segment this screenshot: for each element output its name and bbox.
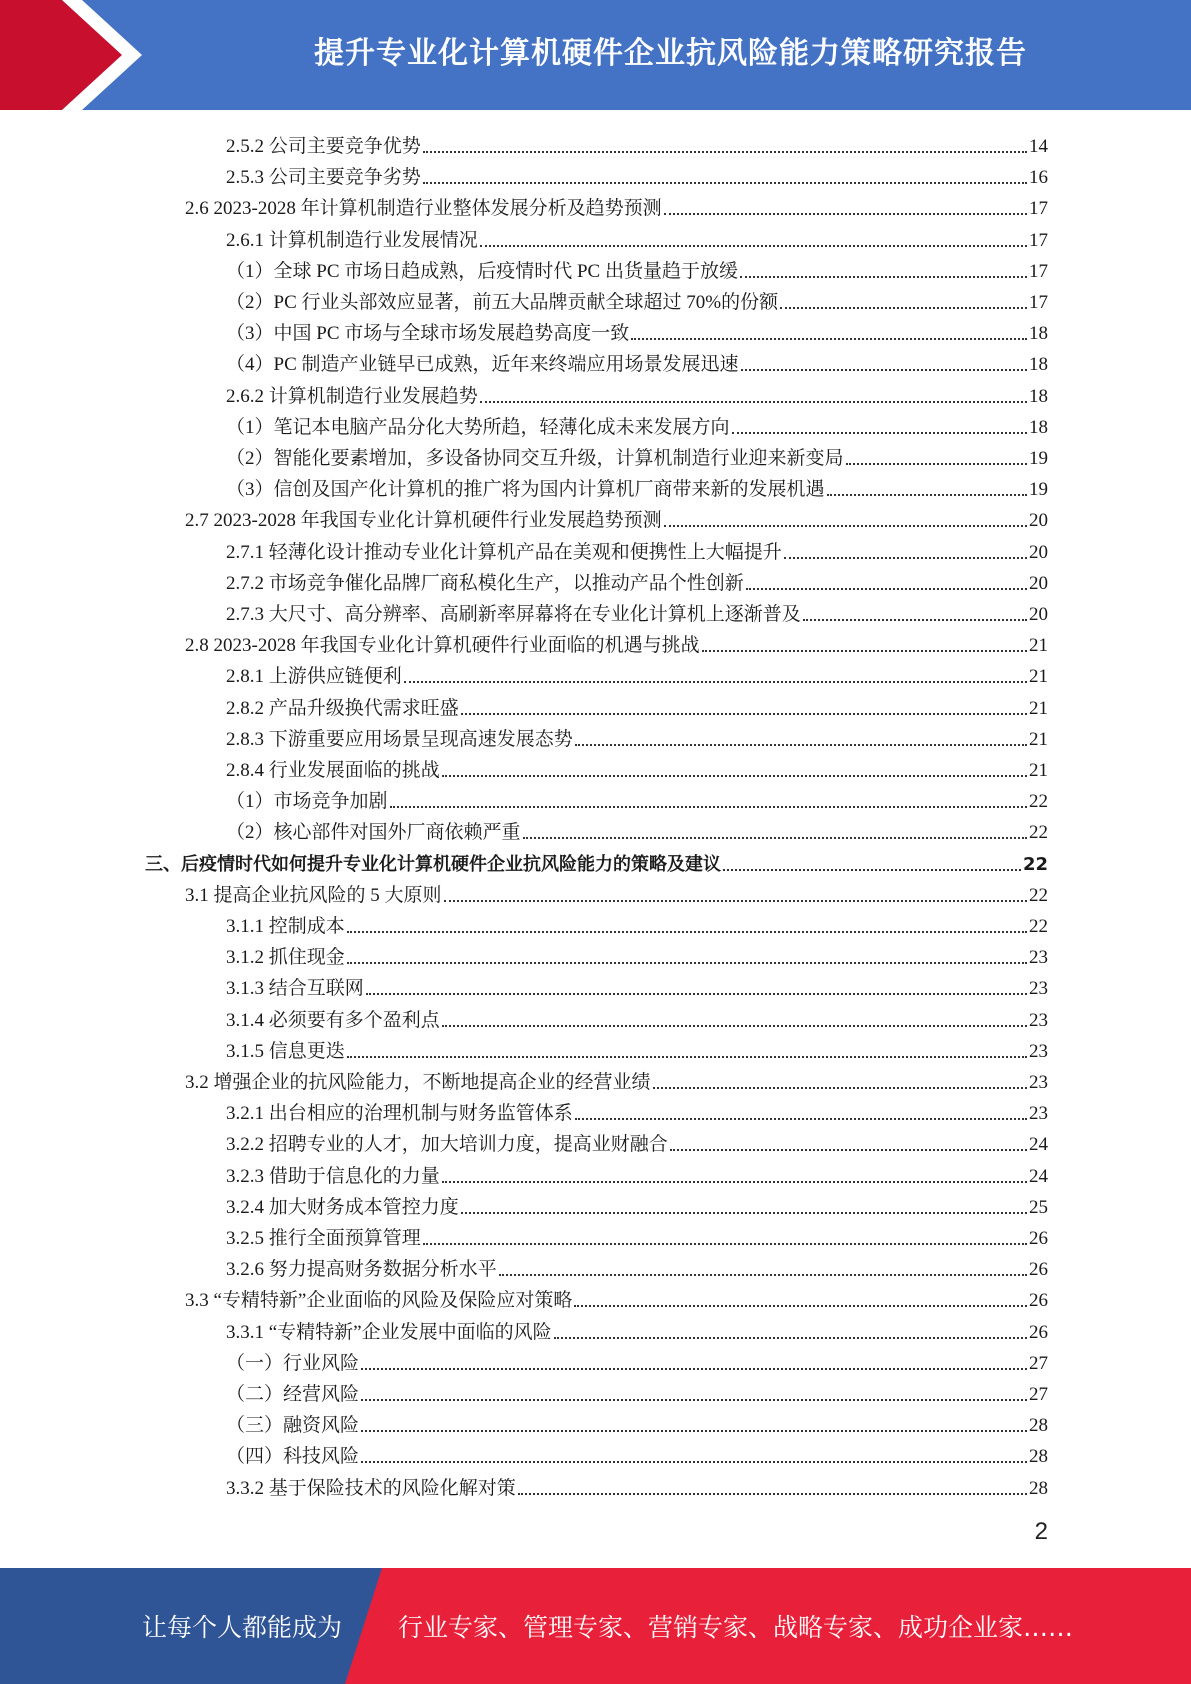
toc-entry-page: 23 (1029, 947, 1048, 969)
toc-entry[interactable] (226, 1158, 1048, 1189)
toc-dot-leader (631, 337, 1027, 340)
toc-entry-title: （1）市场竞争加剧 (226, 791, 388, 813)
toc-entry[interactable] (226, 1314, 1048, 1345)
toc-entry[interactable] (145, 846, 1048, 877)
toc-entry[interactable] (226, 1376, 1048, 1407)
toc-dot-leader (746, 587, 1027, 590)
toc-dot-leader (653, 1086, 1027, 1089)
toc-entry-page: 28 (1029, 1477, 1048, 1499)
toc-entry[interactable] (226, 970, 1048, 1001)
toc-entry-page: 23 (1029, 1040, 1048, 1062)
toc-entry-page: 27 (1029, 1384, 1048, 1405)
toc-entry[interactable] (185, 502, 1048, 533)
toc-entry-title: 2.7.3 大尺寸、高分辨率、高刷新率屏幕将在专业化计算机上逐渐普及 (226, 604, 801, 625)
toc-dot-leader (670, 1148, 1027, 1151)
toc-entry[interactable] (226, 128, 1048, 159)
toc-entry-title: 2.7 2023-2028 年我国专业化计算机硬件行业发展趋势预测 (185, 510, 662, 532)
red-chevron-icon (0, 0, 160, 110)
page-header (0, 0, 1191, 110)
toc-dot-leader (347, 961, 1027, 964)
toc-entry-title: 2.7.1 轻薄化设计推动专业化计算机产品在美观和便携性上大幅提升 (226, 541, 782, 563)
toc-entry-page: 18 (1029, 416, 1048, 438)
toc-entry[interactable] (226, 471, 1048, 502)
toc-entry[interactable] (226, 253, 1048, 284)
toc-entry-page: 18 (1029, 385, 1048, 407)
toc-entry[interactable] (226, 1126, 1048, 1157)
toc-entry[interactable] (185, 190, 1048, 221)
page-footer (0, 1568, 1191, 1684)
toc-entry[interactable] (226, 222, 1048, 253)
toc-dot-leader (423, 150, 1027, 153)
toc-entry-title: 3.1 提高企业抗风险的 5 大原则 (185, 884, 442, 906)
toc-dot-leader (741, 368, 1028, 371)
toc-entry[interactable] (226, 1220, 1048, 1251)
toc-entry-page: 22 (1029, 916, 1048, 937)
toc-entry-page: 22 (1029, 822, 1048, 844)
toc-entry[interactable] (226, 565, 1048, 596)
toc-dot-leader (390, 805, 1027, 808)
toc-entry-page: 18 (1029, 354, 1048, 376)
toc-entry-title: 3.3.2 基于保险技术的风险化解对策 (226, 1477, 516, 1499)
toc-dot-leader (442, 1180, 1027, 1183)
toc-entry-page: 21 (1029, 697, 1048, 719)
toc-entry-page: 22 (1022, 853, 1048, 875)
toc-entry-page: 23 (1029, 978, 1048, 1000)
toc-dot-leader (423, 181, 1027, 184)
toc-entry-title: 3.1.5 信息更迭 (226, 1040, 345, 1062)
toc-entry-title: 2.8.1 上游供应链便利 (226, 666, 402, 688)
toc-entry-title: （3）中国 PC 市场与全球市场发展趋势高度一致 (226, 323, 630, 345)
toc-dot-leader (846, 462, 1027, 465)
toc-entry[interactable] (226, 783, 1048, 814)
toc-entry[interactable] (226, 346, 1048, 377)
toc-entry[interactable] (226, 315, 1048, 346)
toc-entry-page: 25 (1029, 1196, 1048, 1218)
toc-entry-page: 23 (1029, 1072, 1048, 1093)
toc-entry[interactable] (226, 1251, 1048, 1282)
toc-entry-title: 3.1.4 必须要有多个盈利点 (226, 1009, 440, 1031)
toc-entry-title: （一）行业风险 (226, 1352, 360, 1374)
toc-entry-page: 26 (1029, 1290, 1048, 1312)
toc-entry[interactable] (226, 658, 1048, 689)
toc-dot-leader (366, 992, 1027, 995)
toc-entry[interactable] (185, 1064, 1048, 1095)
toc-entry[interactable] (226, 752, 1048, 783)
toc-dot-leader (575, 1117, 1027, 1120)
toc-entry-title: （4）PC 制造产业链早已成熟，近年来终端应用场景发展迅速 (226, 354, 739, 376)
toc-entry-page: 16 (1029, 167, 1048, 189)
toc-entry-title: 3.1.3 结合互联网 (226, 978, 364, 1000)
toc-dot-leader (574, 1304, 1027, 1307)
toc-entry-title: （3）信创及国产化计算机的推广将为国内计算机厂商带来新的发展机遇 (226, 479, 825, 501)
toc-entry[interactable] (226, 1345, 1048, 1376)
toc-dot-leader (523, 836, 1027, 839)
toc-dot-leader (361, 1367, 1027, 1370)
toc-entry-page: 24 (1029, 1134, 1048, 1156)
toc-dot-leader (702, 649, 1027, 652)
toc-dot-leader (361, 1398, 1027, 1401)
toc-entry[interactable] (226, 1438, 1048, 1469)
toc-entry[interactable] (226, 1002, 1048, 1033)
toc-entry[interactable] (185, 877, 1048, 908)
toc-entry[interactable] (226, 721, 1048, 752)
toc-dot-leader (780, 306, 1027, 309)
toc-entry-title: 3.1.1 控制成本 (226, 916, 345, 937)
toc-dot-leader (442, 774, 1027, 777)
toc-entry-title: （二）经营风险 (226, 1384, 360, 1405)
toc-dot-leader (499, 1273, 1027, 1276)
toc-entry-page: 28 (1029, 1446, 1048, 1468)
toc-entry[interactable] (185, 1282, 1048, 1313)
toc-entry-title: 2.6.2 计算机制造行业发展趋势 (226, 385, 478, 407)
toc-entry[interactable] (226, 1095, 1048, 1126)
toc-entry-title: 3.2.2 招聘专业的人才，加大培训力度，提高业财融合 (226, 1134, 668, 1156)
toc-entry[interactable] (226, 1407, 1048, 1438)
toc-dot-leader (480, 400, 1027, 403)
toc-dot-leader (361, 1460, 1027, 1463)
toc-entry[interactable] (226, 908, 1048, 939)
toc-entry-page: 14 (1029, 136, 1048, 157)
toc-entry[interactable] (226, 939, 1048, 970)
toc-entry-title: 3.3 “专精特新”企业面临的风险及保险应对策略 (185, 1290, 573, 1312)
toc-dot-leader (827, 493, 1027, 496)
toc-entry-title: 2.8.2 产品升级换代需求旺盛 (226, 697, 459, 719)
toc-entry-title: 3.3.1 “专精特新”企业发展中面临的风险 (226, 1321, 552, 1343)
toc-entry-title: 3.2 增强企业的抗风险能力，不断地提高企业的经营业绩 (185, 1072, 651, 1093)
toc-dot-leader (554, 1336, 1027, 1339)
toc-entry-title: 2.8.3 下游重要应用场景呈现高速发展态势 (226, 728, 573, 750)
toc-entry[interactable] (226, 596, 1048, 627)
toc-entry-page: 20 (1029, 572, 1048, 594)
toc-entry-title: （2）核心部件对国外厂商依赖严重 (226, 822, 521, 844)
toc-dot-leader (480, 244, 1027, 247)
toc-entry[interactable] (226, 690, 1048, 721)
toc-entry-page: 20 (1029, 541, 1048, 563)
toc-entry-page: 17 (1029, 260, 1048, 282)
toc-entry-title: 3.2.5 推行全面预算管理 (226, 1228, 421, 1249)
toc-dot-leader (347, 1055, 1027, 1058)
toc-dot-leader (404, 680, 1027, 683)
toc-entry-page: 21 (1029, 666, 1048, 688)
toc-entry-title: （1）笔记本电脑产品分化大势所趋，轻薄化成未来发展方向 (226, 416, 730, 438)
toc-entry-title: 2.5.3 公司主要竞争劣势 (226, 167, 421, 189)
toc-entry-page: 18 (1029, 323, 1048, 345)
toc-entry[interactable] (226, 1470, 1048, 1501)
toc-entry-page: 26 (1029, 1259, 1048, 1281)
footer-slogan-left: 让每个人都能成为 (142, 1613, 343, 1642)
toc-dot-leader (444, 899, 1027, 902)
toc-entry[interactable] (226, 814, 1048, 845)
toc-entry-title: （四）科技风险 (226, 1446, 360, 1468)
toc-entry-title: 2.8.4 行业发展面临的挑战 (226, 760, 440, 781)
toc-entry-page: 28 (1029, 1415, 1048, 1437)
toc-dot-leader (723, 868, 1021, 871)
toc-entry[interactable] (226, 409, 1048, 440)
toc-entry-page: 17 (1029, 229, 1048, 251)
report-title: 提升专业化计算机硬件企业抗风险能力策略研究报告 (314, 36, 1027, 71)
toc-entry[interactable] (226, 440, 1048, 471)
toc-dot-leader (664, 212, 1027, 215)
toc-entry-page: 20 (1029, 510, 1048, 532)
toc-entry-page: 20 (1029, 604, 1048, 625)
toc-entry[interactable] (185, 627, 1048, 658)
toc-dot-leader (347, 930, 1027, 933)
toc-dot-leader (361, 1429, 1027, 1432)
toc-entry[interactable] (226, 378, 1048, 409)
toc-entry[interactable] (226, 284, 1048, 315)
toc-entry-title: 三、后疫情时代如何提升专业化计算机硬件企业抗风险能力的策略及建议 (145, 853, 721, 875)
toc-entry[interactable] (226, 534, 1048, 565)
toc-entry-title: 3.2.3 借助于信息化的力量 (226, 1165, 440, 1187)
toc-entry-page: 24 (1029, 1165, 1048, 1187)
toc-entry-page: 22 (1029, 884, 1048, 906)
toc-dot-leader (732, 431, 1027, 434)
toc-entry-page: 21 (1029, 635, 1048, 657)
toc-entry-title: 3.2.6 努力提高财务数据分析水平 (226, 1259, 497, 1281)
toc-entry-title: （2）PC 行业头部效应显著，前五大品牌贡献全球超过 70%的份额 (226, 292, 779, 313)
footer-slogan-right: 行业专家、管理专家、营销专家、战略专家、成功企业家…… (398, 1613, 1074, 1642)
toc-entry-page: 22 (1029, 791, 1048, 813)
toc-entry-title: （三）融资风险 (226, 1415, 360, 1437)
toc-entry-title: 2.6 2023-2028 年计算机制造行业整体发展分析及趋势预测 (185, 198, 662, 220)
toc-entry-page: 23 (1029, 1009, 1048, 1031)
toc-dot-leader (423, 1242, 1027, 1245)
toc-entry-title: 2.8 2023-2028 年我国专业化计算机硬件行业面临的机遇与挑战 (185, 635, 700, 657)
toc-entry-title: 2.5.2 公司主要竞争优势 (226, 136, 421, 157)
toc-entry-page: 17 (1029, 198, 1048, 220)
toc-entry-title: 3.1.2 抓住现金 (226, 947, 345, 969)
toc-entry[interactable] (226, 1189, 1048, 1220)
toc-entry-title: （1）全球 PC 市场日趋成熟，后疫情时代 PC 出货量趋于放缓 (226, 260, 738, 282)
toc-entry-page: 19 (1029, 448, 1048, 469)
toc-entry-page: 26 (1029, 1228, 1048, 1249)
toc-entry[interactable] (226, 159, 1048, 190)
page-number: 2 (1034, 1518, 1048, 1545)
toc-dot-leader (664, 524, 1027, 527)
toc-entry-page: 26 (1029, 1321, 1048, 1343)
toc-dot-leader (803, 618, 1027, 621)
toc-dot-leader (442, 1024, 1027, 1027)
toc-entry-page: 23 (1029, 1103, 1048, 1125)
toc-entry-page: 27 (1029, 1352, 1048, 1374)
toc-entry-page: 21 (1029, 728, 1048, 750)
toc-entry-title: （2）智能化要素增加，多设备协同交互升级，计算机制造行业迎来新变局 (226, 448, 844, 469)
toc-entry-title: 2.7.2 市场竞争催化品牌厂商私模化生产，以推动产品个性创新 (226, 572, 744, 594)
toc-dot-leader (461, 1211, 1027, 1214)
toc-entry-title: 2.6.1 计算机制造行业发展情况 (226, 229, 478, 251)
toc-dot-leader (461, 712, 1027, 715)
toc-entry-page: 21 (1029, 760, 1048, 781)
toc-entry-page: 19 (1029, 479, 1048, 501)
toc-dot-leader (784, 556, 1027, 559)
toc-dot-leader (740, 275, 1027, 278)
toc-entry-title: 3.2.1 出台相应的治理机制与财务监管体系 (226, 1103, 573, 1125)
toc-entry-title: 3.2.4 加大财务成本管控力度 (226, 1196, 459, 1218)
toc-entry[interactable] (226, 1033, 1048, 1064)
toc-dot-leader (575, 743, 1027, 746)
toc-entry-page: 17 (1029, 292, 1048, 313)
toc-dot-leader (518, 1492, 1027, 1495)
